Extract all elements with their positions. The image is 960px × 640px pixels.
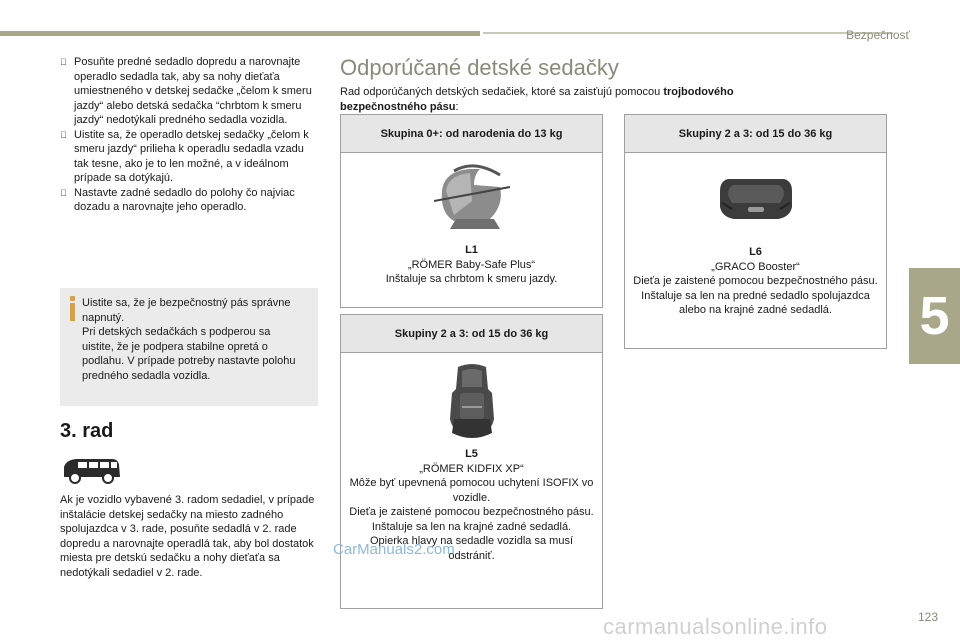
seat-description: „GRACO Booster“ Dieťa je zaistené pomocou bezpečnostného pásu. Inštaluje sa len na predné sedadlo spolujazdca alebo na krajné zadné sedadlá. — [633, 260, 878, 316]
page-title: Odporúčané detské sedačky — [340, 55, 619, 80]
seat-card-l1 — [340, 114, 603, 308]
third-row-heading: 3. rad — [60, 420, 114, 442]
header-accent-bar — [0, 31, 480, 36]
card-body — [631, 245, 880, 318]
bullet-icon — [60, 128, 74, 186]
info-note — [60, 288, 318, 406]
seat-card-l6 — [624, 114, 887, 349]
watermark-overlay: CarManuals2.com — [333, 541, 455, 558]
info-icon — [65, 296, 79, 321]
section-title: Bezpečnosť — [846, 28, 910, 42]
card-header: Skupiny 2 a 3: od 15 do 36 kg — [341, 315, 602, 353]
instruction-list — [60, 55, 318, 215]
seat-description: „RÖMER Baby-Safe Plus“ Inštaluje sa chrbtom k smeru jazdy. — [385, 258, 558, 285]
seat-code: L1 — [465, 244, 478, 256]
seat-card-l5 — [340, 314, 603, 609]
booster-cushion-image — [718, 173, 794, 223]
card-header: Skupiny 2 a 3: od 15 do 36 kg — [625, 115, 886, 153]
van-icon — [60, 455, 122, 487]
card-header: Skupina 0+: od narodenia do 13 kg — [341, 115, 602, 153]
booster-seat-with-back-image — [444, 363, 500, 445]
bullet-icon — [60, 55, 74, 128]
list-item: Nastavte zadné sedadlo do polohy čo najviac dozadu a narovnajte jeho operadlo. — [60, 186, 318, 215]
page-number: 123 — [917, 610, 938, 624]
third-row-text: Ak je vozidlo vybavené 3. radom sedadiel, v prípade inštalácie detskej sedačky na miesto zadného spolujazdca v 3. rade, posuňte sedadlá v 2. rade dopredu a narovnajte operadlá tak, aby bol dostatok miesta pre detskú sedačku a nohy dieťaťa sa nedotýkali sedadiel v 2. rade. — [60, 494, 315, 579]
watermark-footer: carmanualsonline.info — [603, 614, 828, 639]
seat-code: L5 — [465, 448, 478, 460]
info-text: Uistite sa, že je bezpečnostný pás správne napnutý. Pri detských sedačkách s podperou sa uistite, že je podpera stabilne opretá o podlahu. V prípade potreby nastavte polohu predného sedadla vozidla. — [82, 297, 296, 382]
seat-description: „RÖMER KIDFIX XP“ Môže byť upevnená pomocou uchytení ISOFIX vo vozidle. Dieťa je zaistené pomocou bezpečnostného pásu. Inštaluje sa len na krajné zadné sedadlá. Opierka hlavy na sedadle vozidla sa musí odstrániť. — [349, 462, 594, 562]
card-body — [347, 243, 596, 287]
chapter-tab: 5 — [909, 268, 960, 364]
list-item: Posuňte predné sedadlo dopredu a narovnajte operadlo sedadla tak, aby sa nohy dieťaťa umiestneného v detskej sedačke „čelom k smeru jazdy“ alebo detská sedačka “chrbtom k smeru jazdy“ nedotýkali predného sedadla vozidla. — [60, 55, 318, 128]
intro-text: Rad odporúčaných detských sedačiek, ktoré sa zaisťujú pomocou trojbodového bezpečnostného pásu: — [340, 86, 734, 113]
list-item: Uistite sa, že operadlo detskej sedačky „čelom k smeru jazdy“ prilieha k operadlu sedadla vzadu tak tesne, ako je to len možné, a v ideálnom prípade sa dotýkajú. — [60, 128, 318, 186]
bullet-icon — [60, 186, 74, 215]
seat-code: L6 — [749, 246, 762, 258]
infant-carrier-image — [434, 161, 510, 233]
header-rule — [483, 32, 893, 34]
